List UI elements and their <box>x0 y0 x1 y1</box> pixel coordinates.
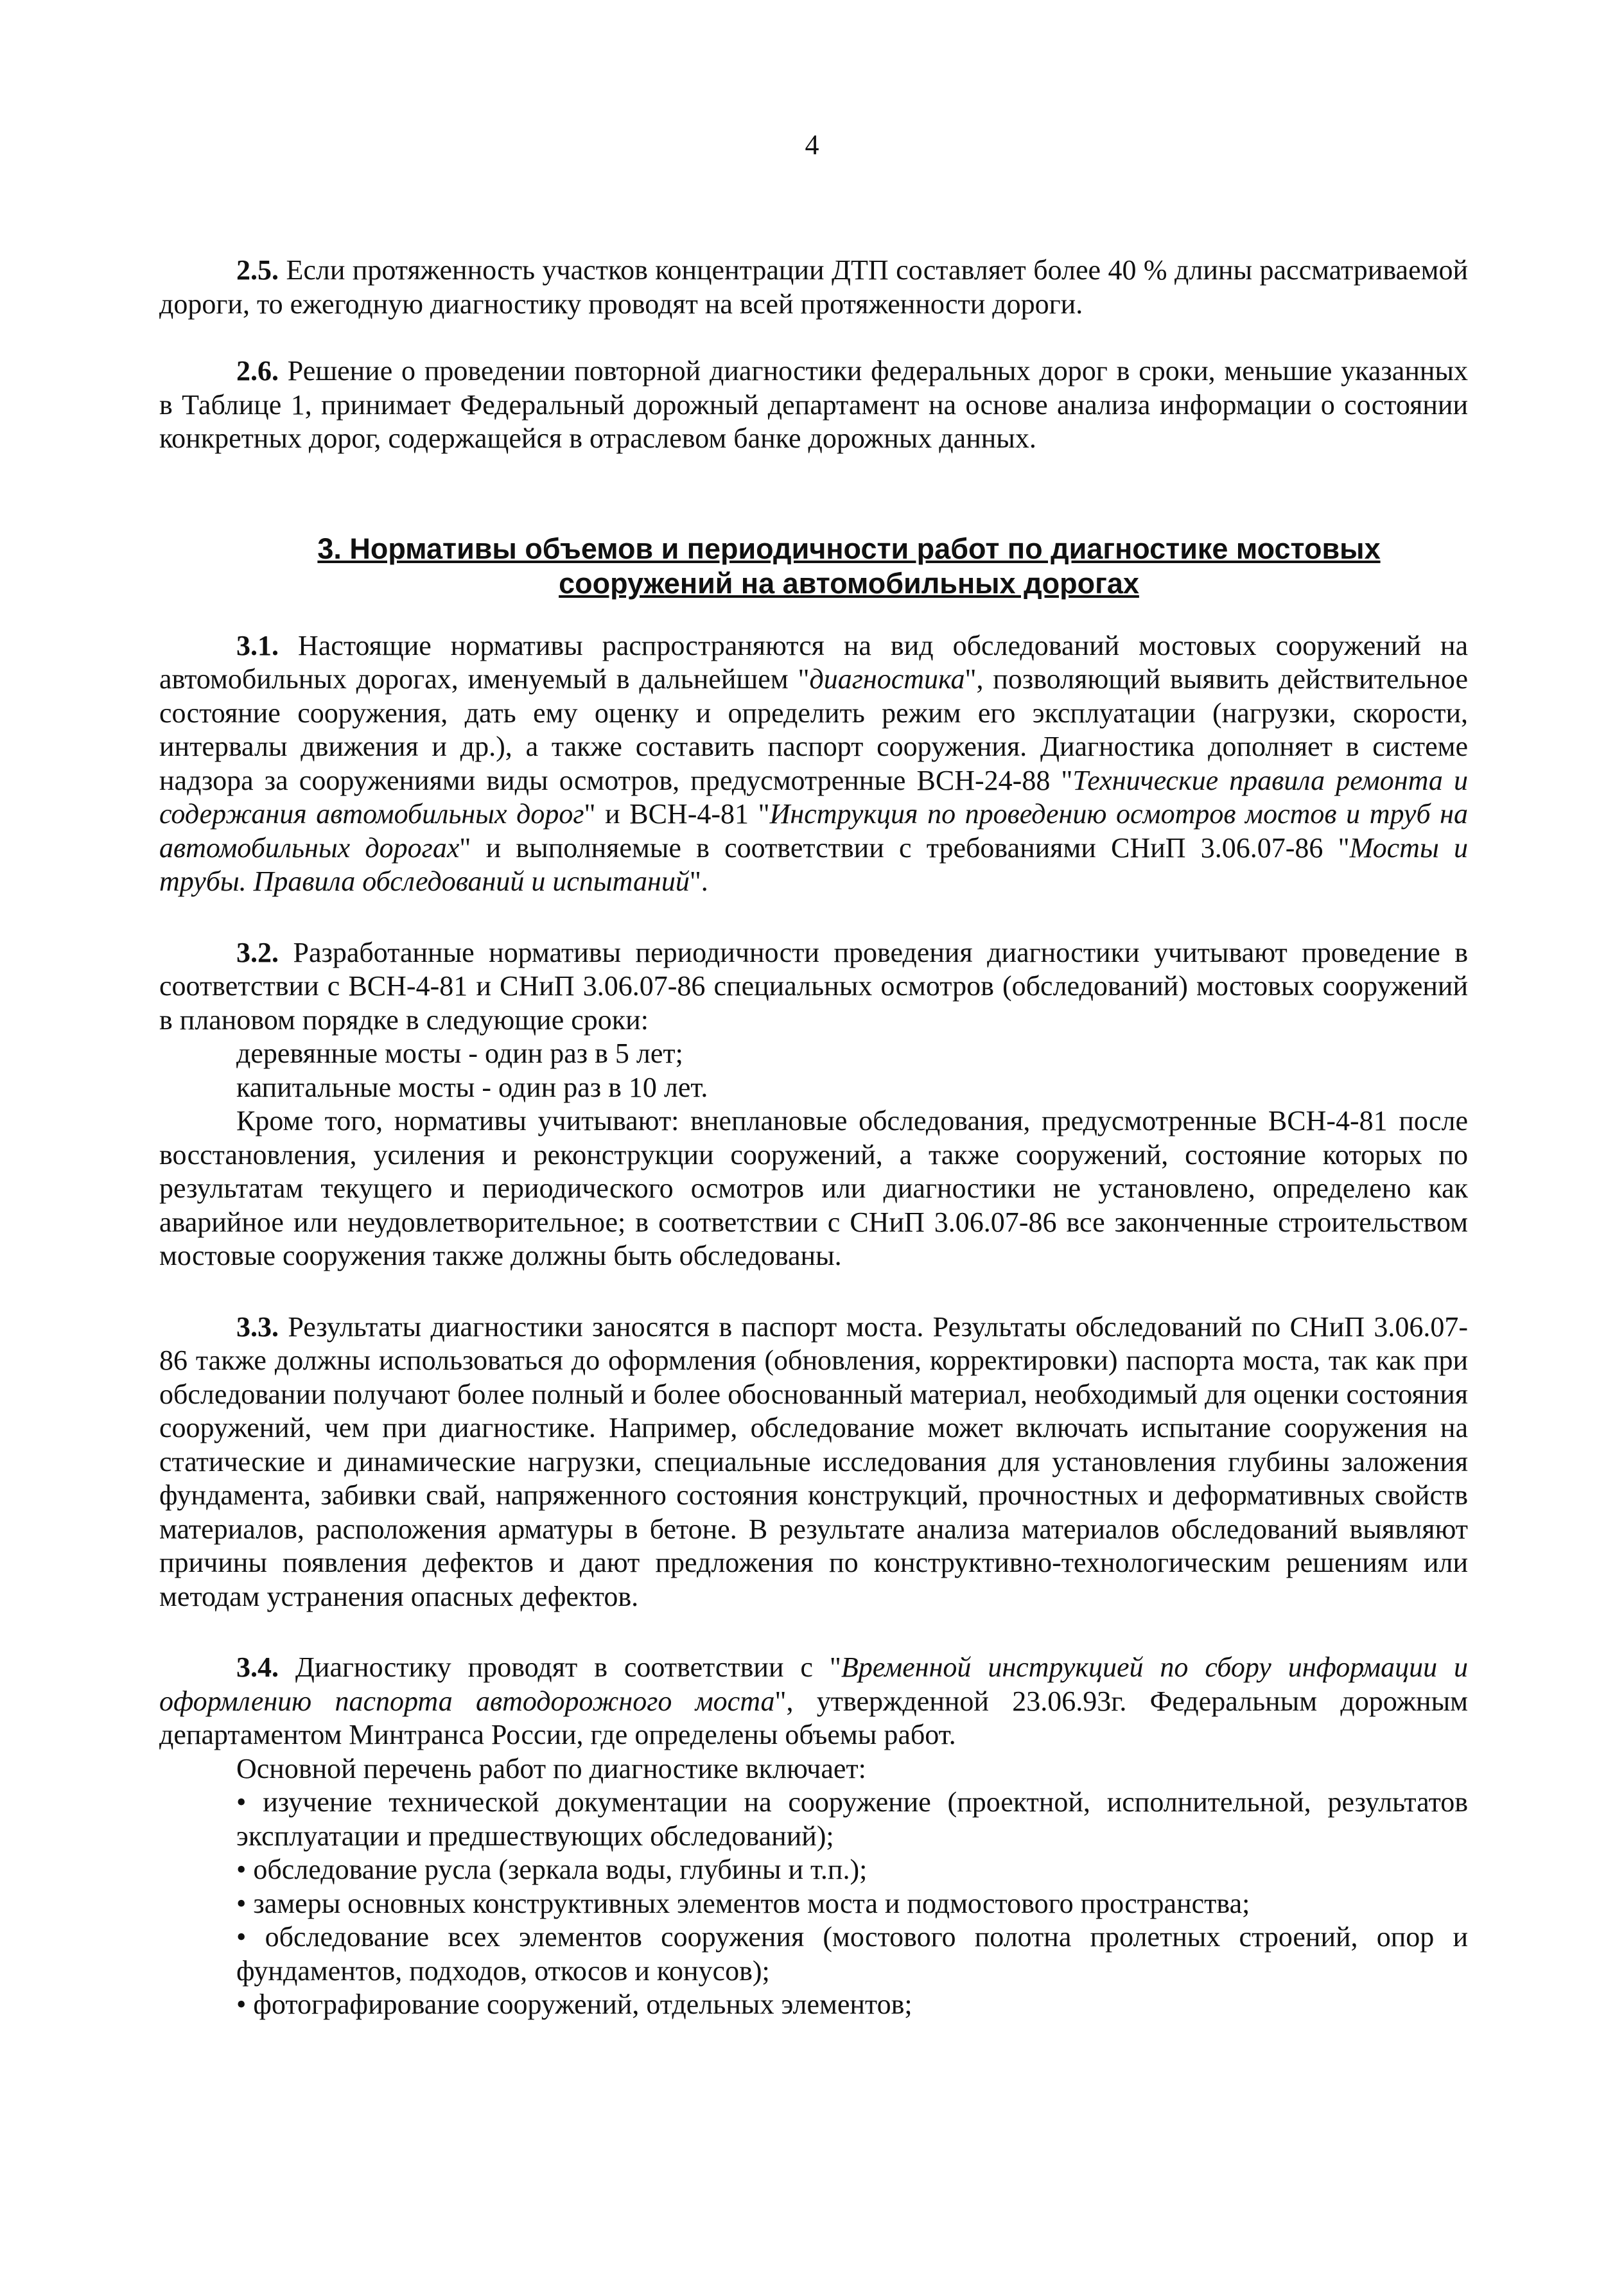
italic-term: диагностика <box>809 663 965 695</box>
list-intro: Основной перечень работ по диагностике включает: <box>236 1752 866 1784</box>
paragraph-text: Диагностику проводят в соответствии с " <box>279 1651 841 1683</box>
paragraph-text: " и ВСН-4-81 " <box>584 798 770 830</box>
paragraph-number: 3.3. <box>236 1311 279 1343</box>
section-3-heading: 3. Нормативы объемов и периодичности работ по диагностике мостовых сооружений на автомобильных дорогах <box>317 532 1381 600</box>
paragraph-text: " и выполняемые в соответствии с требованиями СНиП 3.06.07-86 " <box>459 832 1350 864</box>
bullet-item: • обследование русла (зеркала воды, глубины и т.п.); <box>236 1854 868 1885</box>
paragraph-3-3 <box>159 1311 1468 1614</box>
italic-document-title: Временной инструкцией по сбору информации и оформлению паспорта автодорожного моста <box>159 1651 1469 1717</box>
paragraph-text: Настоящие нормативы распространяются на вид обследований мостовых сооружений на автомобильных дорогах, именуемый в дальнейшем " <box>159 629 1468 695</box>
page-number: 4 <box>805 129 819 161</box>
paragraph-number: 2.5. <box>236 254 279 286</box>
bullet-item: • изучение технической документации на сооружение (проектной, исполнительной, результатов эксплуатации и предшествующих обследований); <box>236 1786 1468 1852</box>
paragraph-text: Кроме того, нормативы учитывают: внеплановые обследования, предусмотренные ВСН-4-81 после восстановления, усиления и реконструкции сооружений, а также сооружений, состояние которых по результатам текущего и периодического осмотров или диагностики не установлено, определено как аварийное или неудовлетворительное; в соответствии с СНиП 3.06.07-86 все законченные строительством мостовые сооружения также должны быть обследованы. <box>159 1105 1468 1271</box>
paragraph-2-6 <box>159 354 1468 456</box>
paragraph-2-5 <box>159 254 1468 321</box>
paragraph-text: Результаты диагностики заносятся в паспорт моста. Результаты обследований по СНиП 3.06.07-86 также должны использоваться до оформления (обновления, корректировки) паспорта моста, так как при обследовании получают более полный и более обоснованный материал, необходимый для оценки состояния сооружений, чем при диагностике. Например, обследование может включать испытание сооружения на статические и динамические нагрузки, специальные исследования для установления глубины заложения фундамента, забивки свай, напряженного состояния конструкций, прочностных и деформативных свойств материалов, расположения арматуры в бетоне. В результате анализа материалов обследований выявляют причины появления дефектов и дают предложения по конструктивно-технологическим решениям или методам устранения опасных дефектов. <box>159 1311 1468 1612</box>
paragraph-number: 3.2. <box>236 936 279 968</box>
bullet-item: • замеры основных конструктивных элементов моста и подмостового пространства; <box>236 1887 1250 1919</box>
paragraph-3-4 <box>159 1651 1468 1752</box>
paragraph-text: ". <box>689 866 708 897</box>
italic-document-title: Технические правила ремонта и содержания автомобильных дорог <box>159 764 1468 830</box>
paragraph-number: 2.6. <box>236 355 279 387</box>
paragraph-text: Разработанные нормативы периодичности проведения диагностики учитывают проведение в соответствии с ВСН-4-81 и СНиП 3.06.07-86 специальных осмотров (обследований) мостовых сооружений в плановом порядке в следующие сроки: <box>159 936 1468 1036</box>
paragraph-text: Решение о проведении повторной диагностики федеральных дорог в сроки, меньшие указанных в Таблице 1, принимает Федеральный дорожный департамент на основе анализа информации о состоянии конкретных дорог, содержащейся в отраслевом банке дорожных данных. <box>159 355 1468 454</box>
bullet-item: • обследование всех элементов сооружения (мостового полотна пролетных строений, опор и фундаментов, подходов, откосов и конусов); <box>236 1921 1468 1987</box>
list-item: деревянные мосты - один раз в 5 лет; <box>236 1038 683 1069</box>
paragraph-text: ", позволяющий выявить действительное состояние сооружения, дать ему оценку и определить режим его эксплуатации (нагрузки, скорости, интервалы движения и др.), а также составить паспорт сооружения. Диагностика дополняет в системе надзора за сооружениями виды осмотров, предусмотренные ВСН-24-88 " <box>159 663 1468 796</box>
paragraph-text: Если протяженность участков концентрации ДТП составляет более 40 % длины рассматриваемой дороги, то ежегодную диагностику проводят на всей протяженности дороги. <box>159 254 1468 320</box>
bullet-item: • фотографирование сооружений, отдельных элементов; <box>236 1989 912 2020</box>
paragraph-number: 3.4. <box>236 1651 279 1683</box>
italic-document-title: Инструкция по проведению осмотров мостов и труб на автомобильных дорогах <box>159 798 1469 864</box>
italic-document-title: Мосты и трубы. Правила обследований и испытаний <box>159 832 1468 897</box>
paragraph-text: ", утвержденной 23.06.93г. Федеральным дорожным департаментом Минтранса России, где определены объемы работ. <box>159 1685 1468 1750</box>
document-body <box>159 254 1468 2022</box>
paragraph-3-1 <box>159 629 1468 899</box>
paragraph-3-2 <box>159 936 1468 1038</box>
paragraph-number: 3.1. <box>236 629 279 661</box>
list-item: капитальные мосты - один раз в 10 лет. <box>236 1071 708 1103</box>
